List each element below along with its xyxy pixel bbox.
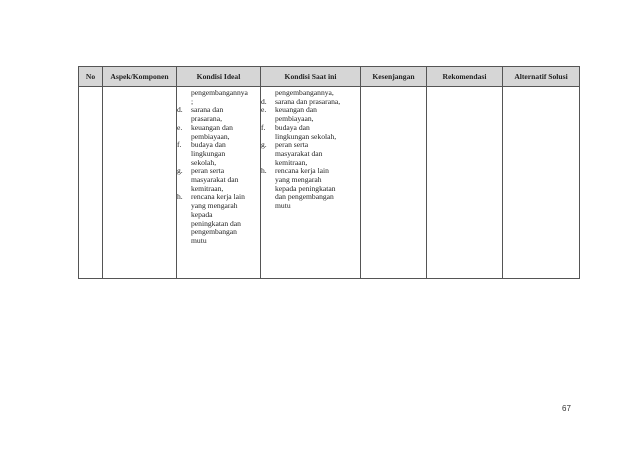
list-marker: g. <box>261 140 267 150</box>
kondisi-ideal-list <box>177 87 260 247</box>
list-item-text: mutu <box>275 201 291 211</box>
list-item-text: budaya dan <box>275 122 310 132</box>
list-marker <box>261 185 275 194</box>
cell-kondisi-ideal <box>177 87 261 279</box>
list-item-text: peningkatan dan <box>191 218 241 228</box>
list-item-text: peran serta <box>275 140 309 150</box>
list-item-text: budaya dan <box>191 140 226 150</box>
cell-aspek-komponen <box>103 87 177 279</box>
list-item-text: ; <box>191 96 194 106</box>
list-item-text: kepada <box>191 209 213 219</box>
list-item-text: lingkungan <box>191 148 226 158</box>
list-marker <box>261 150 275 159</box>
list-marker: g. <box>177 166 183 176</box>
list-item <box>177 89 258 98</box>
assessment-table <box>78 66 580 279</box>
list-item-text: yang mengarah <box>275 175 322 185</box>
table-header-row <box>79 67 580 87</box>
list-item-text: lingkungan sekolah, <box>275 131 337 141</box>
list-item-text: keuangan dan <box>191 122 233 132</box>
list-marker: f. <box>261 122 266 132</box>
list-marker: h. <box>177 192 183 202</box>
page-number: 67 <box>562 404 571 413</box>
list-item <box>177 202 258 211</box>
list-item <box>177 150 258 159</box>
list-item-text: masyarakat dan <box>275 148 323 158</box>
header-aspek-komponen: Aspek/Komponen <box>103 67 177 87</box>
list-item-text: prasarana, <box>191 114 222 124</box>
list-marker: d. <box>261 96 267 106</box>
list-marker: d. <box>177 105 183 115</box>
cell-alternatif-solusi <box>503 87 580 279</box>
cell-kesenjangan <box>361 87 427 279</box>
list-marker <box>177 176 191 185</box>
list-marker <box>177 220 191 229</box>
list-item-text: rencana kerja lain <box>275 166 329 176</box>
header-no: No <box>79 67 103 87</box>
list-item <box>177 237 258 246</box>
list-item-text: peran serta <box>191 166 225 176</box>
list-marker <box>177 202 191 211</box>
list-marker: f. <box>177 140 182 150</box>
list-marker <box>177 228 191 237</box>
header-kondisi-ideal: Kondisi Ideal <box>177 67 261 87</box>
list-marker <box>261 193 275 202</box>
list-item <box>177 228 258 237</box>
kondisi-saat-ini-list <box>261 87 360 212</box>
list-item-text: mutu <box>191 235 207 245</box>
cell-no <box>79 87 103 279</box>
list-item-text: pengembangan <box>191 227 237 237</box>
list-item-text: kepada peningkatan <box>275 183 336 193</box>
list-marker <box>177 237 191 246</box>
list-item-text: dan pengembangan <box>275 192 334 202</box>
list-item-text: rencana kerja lain <box>191 192 245 202</box>
list-marker: e. <box>177 122 183 132</box>
cell-kondisi-saat-ini <box>261 87 361 279</box>
list-item-text: kemitraan, <box>275 157 308 167</box>
list-item-text: keuangan dan <box>275 105 317 115</box>
list-marker: e. <box>261 105 267 115</box>
cell-rekomendasi <box>427 87 503 279</box>
list-marker: h. <box>261 166 267 176</box>
list-item-text: sarana dan <box>191 105 224 115</box>
header-alternatif-solusi: Alternatif Solusi <box>503 67 580 87</box>
list-item-text: pengembangannya <box>191 88 248 97</box>
list-marker <box>177 150 191 159</box>
list-item-text: sarana dan prasarana, <box>275 96 341 106</box>
list-marker <box>177 89 191 98</box>
list-item-text: pembiayaan, <box>275 114 314 124</box>
list-marker <box>261 176 275 185</box>
header-kesenjangan: Kesenjangan <box>361 67 427 87</box>
list-item-text: pembiayaan, <box>191 131 230 141</box>
list-item-text: sekolah, <box>191 157 217 167</box>
header-rekomendasi: Rekomendasi <box>427 67 503 87</box>
list-marker <box>177 211 191 220</box>
list-item <box>261 202 358 211</box>
table-row <box>79 87 580 279</box>
list-item-text: yang mengarah <box>191 201 238 211</box>
list-item-text: kemitraan, <box>191 183 224 193</box>
header-kondisi-saat-ini: Kondisi Saat ini <box>261 67 361 87</box>
list-item-text: pengembangannya, <box>275 88 334 97</box>
list-marker <box>261 202 275 211</box>
list-item-text: masyarakat dan <box>191 175 239 185</box>
